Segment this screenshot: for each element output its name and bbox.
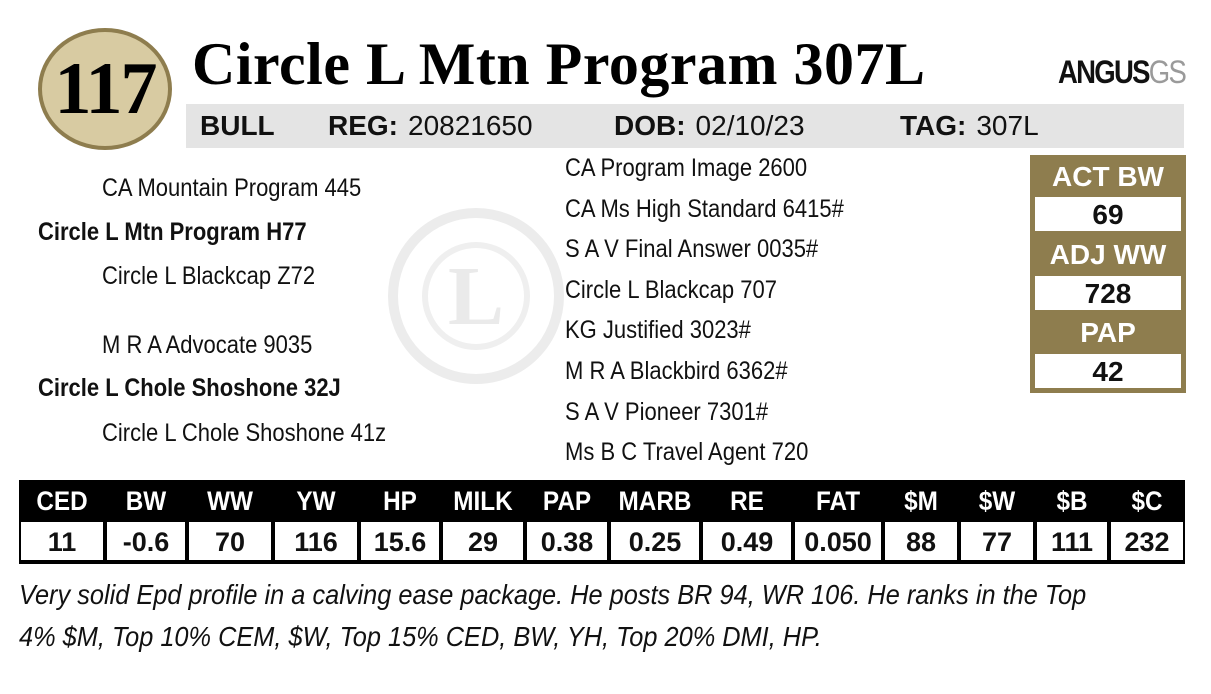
epd-header: PAP — [542, 486, 592, 516]
dob-label: DOB: — [614, 110, 686, 141]
lot-comment: Very solid Epd profile in a calving ease package. He posts BR 94, WR 106. He ranks in the Top 4% $M, Top 10% CEM, $W, Top 15% CED, BW, YH, Top 20% DMI, HP. — [19, 579, 1087, 652]
angus-logo-text: ANGUS — [1058, 53, 1149, 90]
angus-gs-logo — [1058, 52, 1186, 92]
epd-value: 111 — [1037, 522, 1107, 560]
epd-value: 29 — [443, 522, 523, 560]
pedigree-sire: Circle L Mtn Program H77 — [38, 218, 307, 246]
epd-column-fat — [793, 480, 883, 564]
epd-header: $C — [1131, 486, 1163, 516]
adj-ww-label: ADJ WW — [1049, 239, 1167, 270]
epd-header: MILK — [453, 486, 513, 516]
pedigree-great-grandparent: Ms B C Travel Agent 720 — [565, 438, 809, 466]
pedigree-great-grandparent: S A V Final Answer 0035# — [565, 235, 819, 263]
epd-value: 11 — [21, 522, 103, 560]
epd-column-dollar-w — [959, 480, 1035, 564]
pap-label: PAP — [1080, 317, 1136, 348]
epd-value: 77 — [961, 522, 1033, 560]
pap-value: 42 — [1035, 354, 1181, 388]
epd-value: -0.6 — [107, 522, 185, 560]
epd-column-ced — [19, 480, 105, 564]
lot-number: 117 — [54, 48, 156, 130]
epd-header: BW — [125, 486, 167, 516]
watermark-letter: L — [447, 249, 505, 343]
epd-value: 70 — [189, 522, 271, 560]
pedigree-great-grandparent: S A V Pioneer 7301# — [565, 398, 769, 426]
epd-value: 0.050 — [795, 522, 881, 560]
epd-column-dollar-b — [1035, 480, 1109, 564]
epd-column-milk — [441, 480, 525, 564]
epd-value: 0.25 — [611, 522, 699, 560]
epd-header: $W — [978, 486, 1016, 516]
epd-header: MARB — [618, 486, 692, 516]
registration-field — [328, 110, 533, 142]
lot-number-badge — [38, 28, 172, 150]
pedigree-great-grandparent: KG Justified 3023# — [565, 316, 751, 344]
epd-value: 116 — [275, 522, 357, 560]
sex-value: BULL — [200, 110, 275, 141]
epd-header: YW — [296, 486, 336, 516]
epd-column-hp — [359, 480, 441, 564]
tag-field — [900, 110, 1039, 142]
epd-value: 88 — [885, 522, 957, 560]
act-bw-value: 69 — [1035, 197, 1181, 231]
epd-value: 0.49 — [703, 522, 791, 560]
epd-header: WW — [207, 486, 253, 516]
epd-column-dollar-c — [1109, 480, 1185, 564]
epd-header: FAT — [815, 486, 861, 516]
epd-column-bw — [105, 480, 187, 564]
epd-value: 0.38 — [527, 522, 607, 560]
epd-column-marb — [609, 480, 701, 564]
reg-value: 20821650 — [408, 110, 533, 141]
tag-value: 307L — [976, 110, 1039, 141]
adj-ww-value: 728 — [1035, 276, 1181, 310]
pedigree-great-grandparent: Circle L Blackcap 707 — [565, 276, 777, 304]
epd-header: RE — [730, 486, 764, 516]
act-bw-label: ACT BW — [1052, 161, 1164, 192]
performance-box — [1030, 155, 1186, 393]
pedigree-dam-sire: M R A Advocate 9035 — [102, 331, 313, 359]
epd-value: 232 — [1111, 522, 1183, 560]
epd-header: $M — [904, 486, 938, 516]
epd-column-dollar-m — [883, 480, 959, 564]
epd-header: HP — [383, 486, 417, 516]
reg-label: REG: — [328, 110, 398, 141]
pedigree-sire-dam: Circle L Blackcap Z72 — [102, 262, 316, 290]
epd-column-ww — [187, 480, 273, 564]
registration-info-band — [186, 104, 1184, 148]
dob-value: 02/10/23 — [695, 110, 805, 141]
pedigree-dam-dam: Circle L Chole Shoshone 41z — [102, 419, 387, 447]
circle-l-watermark-icon — [388, 208, 564, 384]
animal-name: Circle L Mtn Program 307L — [192, 31, 926, 97]
epd-column-pap — [525, 480, 609, 564]
pedigree-great-grandparent: CA Ms High Standard 6415# — [565, 195, 844, 223]
pedigree-great-grandparent: M R A Blackbird 6362# — [565, 357, 788, 385]
birth-date-field — [614, 110, 805, 142]
epd-value: 15.6 — [361, 522, 439, 560]
pedigree-dam: Circle L Chole Shoshone 32J — [38, 374, 341, 402]
epd-column-yw — [273, 480, 359, 564]
epd-header: CED — [36, 486, 88, 516]
epd-column-re — [701, 480, 793, 564]
gs-logo-text: GS — [1148, 53, 1186, 90]
epd-table — [19, 480, 1185, 564]
pedigree-sire-sire: CA Mountain Program 445 — [102, 174, 362, 202]
pedigree-great-grandparent: CA Program Image 2600 — [565, 154, 808, 182]
epd-header: $B — [1056, 486, 1088, 516]
tag-label: TAG: — [900, 110, 967, 141]
